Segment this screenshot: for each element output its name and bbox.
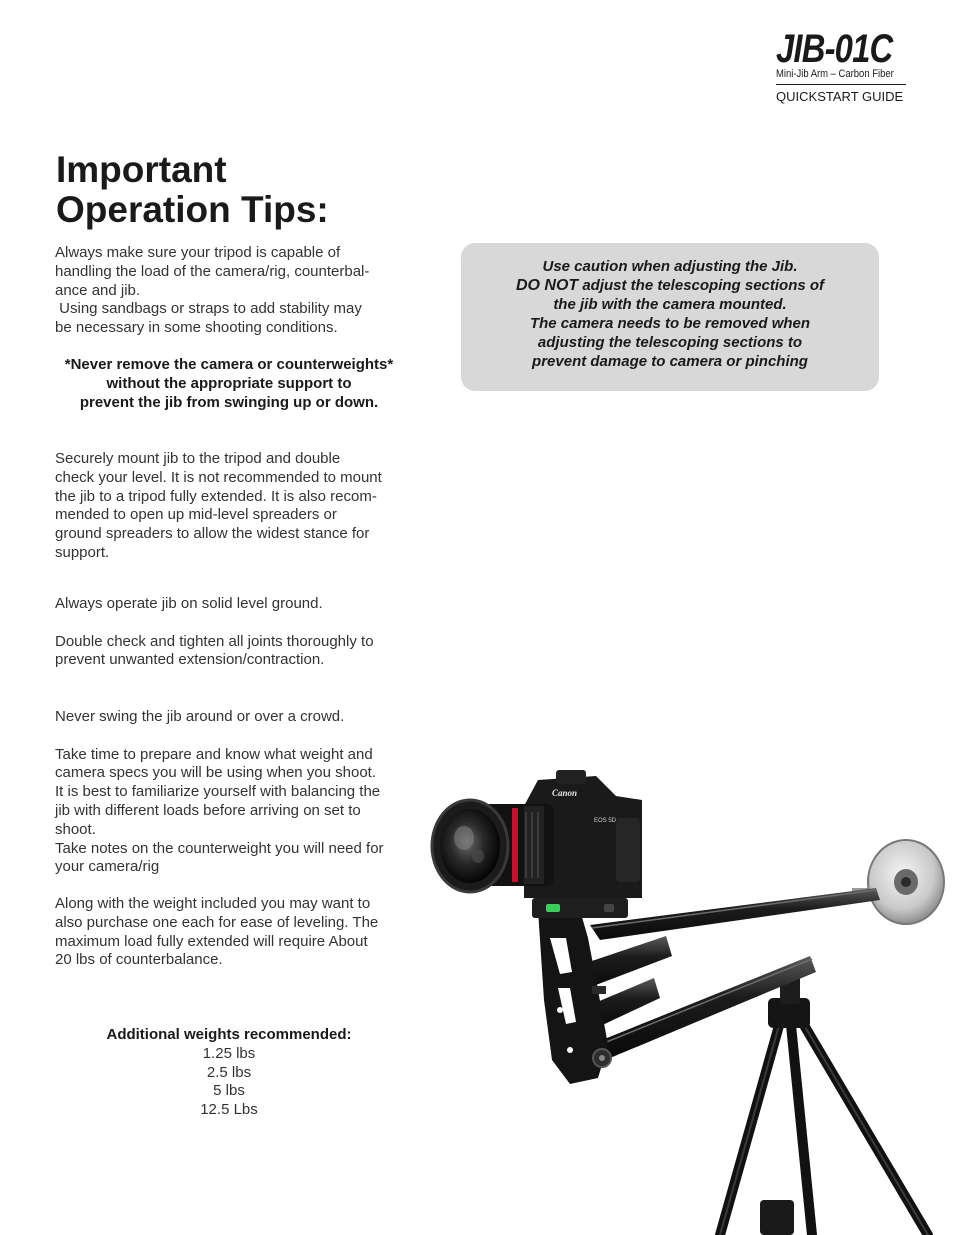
mount-line-5: ground spreaders to allow the widest stance for <box>55 525 370 543</box>
mount-line-3: the jib to a tripod fully extended. It is also recom- <box>55 487 377 505</box>
caution-line-4: The camera needs to be removed when <box>529 315 811 332</box>
prepare-line-5: shoot. <box>55 820 96 838</box>
caution-box <box>461 243 879 391</box>
prepare-line-6: Take notes on the counterweight you will need for <box>55 839 384 857</box>
weight-item: 5 lbs <box>213 1082 245 1100</box>
caution-line-2-rest: adjust the telescoping sections of <box>578 277 825 294</box>
tripod-legs <box>720 1015 928 1235</box>
tripod-line-3: ance and jib. <box>55 281 141 299</box>
joints-line-2: prevent unwanted extension/contraction. <box>55 651 325 669</box>
along-line-3: maximum load fully extended will require About <box>55 932 368 950</box>
mount-line-6: support. <box>55 543 110 561</box>
caution-line-1: Use caution when adjusting the Jib. <box>542 258 798 275</box>
tripod-line-2: handling the load of the camera/rig, counterbal- <box>55 262 370 280</box>
weight-item: 1.25 lbs <box>202 1044 256 1062</box>
mount-paragraph <box>55 450 405 563</box>
model-name: JIB-01C <box>776 27 893 71</box>
tripod-capacity-paragraph <box>55 244 405 338</box>
warning-line-1: *Never remove the camera or counterweights* <box>64 356 394 373</box>
page-title-line-2: Operation Tips: <box>56 189 329 230</box>
along-line-1: Along with the weight included you may want to <box>55 895 371 912</box>
product-subtitle: Mini-Jib Arm – Carbon Fiber <box>776 68 894 80</box>
prepare-line-1: Take time to prepare and know what weight and <box>55 745 373 763</box>
weight-item: 12.5 Lbs <box>200 1101 258 1119</box>
weights-heading: Additional weights recommended: <box>106 1026 352 1043</box>
counterweight-warning <box>55 356 403 412</box>
along-paragraph <box>55 895 405 970</box>
prepare-line-2: camera specs you will be using when you shoot. <box>55 764 377 782</box>
guide-label: QUICKSTART GUIDE <box>776 89 904 104</box>
caution-line-6: prevent damage to camera or pinching <box>532 353 808 370</box>
ground-joints-paragraph <box>55 595 405 670</box>
page-title-line-1: Important <box>56 149 227 190</box>
camera-brand: Canon <box>552 788 578 798</box>
tripod-line-5: be necessary in some shooting conditions. <box>55 319 338 337</box>
leg-spreader <box>760 1200 794 1235</box>
weight-item: 2.5 lbs <box>206 1063 252 1081</box>
tripod-line-1: Always make sure your tripod is capable of <box>55 244 341 261</box>
brand-divider <box>776 84 906 85</box>
joints-line-1: Double check and tighten all joints thoroughly to <box>55 632 374 650</box>
ground-text: Always operate jib on solid level ground. <box>55 595 323 612</box>
mount-line-4: mended to open up mid-level spreaders or <box>55 506 337 524</box>
bubble-level <box>546 904 560 912</box>
warning-line-3: prevent the jib from swinging up or down. <box>79 393 379 411</box>
caution-line-2 <box>475 276 865 295</box>
crowd-prepare-paragraph <box>55 708 405 877</box>
along-line-2: also purchase one each for ease of leveling. The <box>55 913 379 931</box>
jib-camera-photo <box>420 760 954 1235</box>
mount-line-1: Securely mount jib to the tripod and double <box>55 450 341 467</box>
additional-weights <box>55 1026 403 1120</box>
page-title <box>56 150 329 230</box>
prepare-line-3: It is best to familiarize yourself with balancing the <box>55 783 381 801</box>
prepare-line-4: jib with different loads before arriving on set to <box>55 801 361 819</box>
camera-model: EOS 5D <box>594 818 617 824</box>
mount-line-2: check your level. It is not recommended to mount <box>55 468 382 486</box>
tripod-line-4: Using sandbags or straps to add stability may <box>55 300 362 318</box>
prepare-line-7: your camera/rig <box>55 858 160 876</box>
lens-red-ring <box>512 808 518 882</box>
along-line-4: 20 lbs of counterbalance. <box>55 951 223 969</box>
crowd-text: Never swing the jib around or over a crowd. <box>55 708 345 725</box>
do-not-emphasis: DO NOT <box>515 277 579 294</box>
caution-line-5: adjusting the telescoping sections to <box>537 334 803 351</box>
camera-lens <box>432 800 554 892</box>
caution-line-3: the jib with the camera mounted. <box>553 296 787 313</box>
brand-block <box>776 27 918 104</box>
warning-line-2: without the appropriate support to <box>106 374 352 392</box>
